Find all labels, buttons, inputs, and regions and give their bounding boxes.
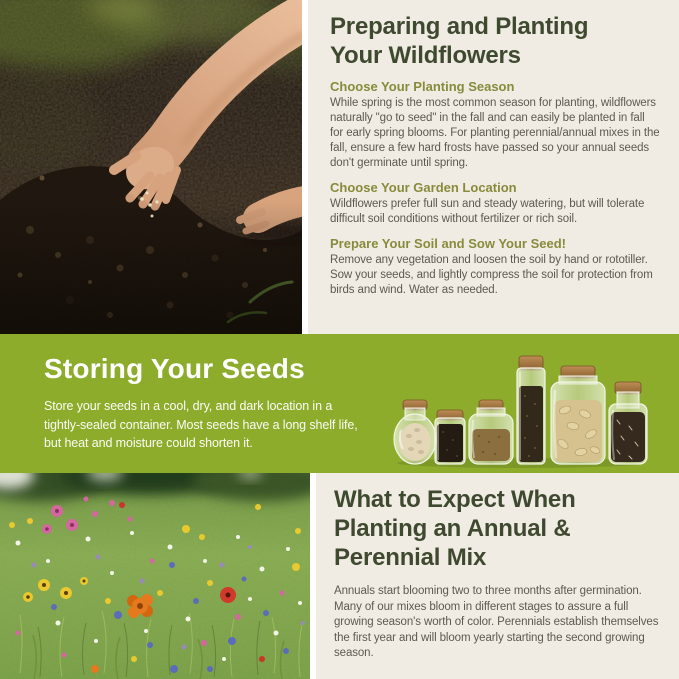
storing-text-block xyxy=(44,352,374,453)
expect-body: Annuals start blooming two to three months after germination. Many of our mixes bloom in different stages to assure a full growing season's worth of color. Perennials establish themselves the first year and will bloom yearly starting the second growing season. xyxy=(334,585,659,659)
planting-season-subheading: Choose Your Planting Season xyxy=(330,79,515,94)
storing-body: Store your seeds in a cool, dry, and dark location in a tightly-sealed container. Most seeds have a long shelf life, but heat and moisture could shorten it. xyxy=(44,399,358,450)
storing-heading: Storing Your Seeds xyxy=(44,353,305,384)
prepare-soil-subheading: Prepare Your Soil and Sow Your Seed! xyxy=(330,236,566,251)
section-storing-seeds xyxy=(0,334,679,473)
wildflower-meadow-photo xyxy=(0,473,310,679)
planting-season-body: While spring is the most common season for planting, wildflowers naturally "go to seed" in the fall and can easily be planted in fall for early spring blooms. For planting perennial/annual mixes in the fall, ensure a few hard frosts have passed so your annual seeds don't germinate until spring. xyxy=(330,97,660,169)
preparing-text-panel xyxy=(308,0,679,334)
garden-location-body: Wildflowers prefer full sun and steady watering, but will tolerate difficult soil conditions without fertilizer or rich soil. xyxy=(330,198,645,225)
preparing-heading: Preparing and Planting Your Wildflowers xyxy=(330,13,589,69)
expect-heading: What to Expect When Planting an Annual & Perennial Mix xyxy=(334,486,576,571)
section-what-to-expect xyxy=(0,473,679,679)
hand-sowing-seeds-photo xyxy=(0,0,302,334)
seed-jars-image xyxy=(393,352,649,468)
section-preparing-planting xyxy=(0,0,679,334)
prepare-soil-body: Remove any vegetation and loosen the soil by hand or rototiller. Sow your seeds, and lightly compress the soil for protection from birds and wind. Water as needed. xyxy=(330,254,653,296)
garden-location-subheading: Choose Your Garden Location xyxy=(330,180,517,195)
expect-text-panel xyxy=(316,473,679,679)
